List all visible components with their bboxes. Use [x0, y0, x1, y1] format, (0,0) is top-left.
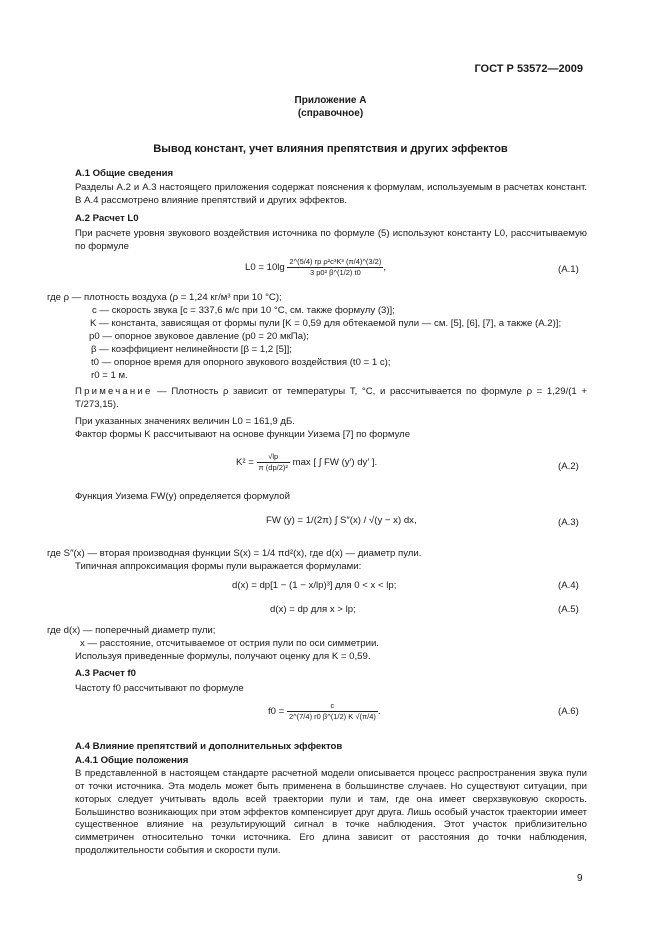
def-rho: где ρ — плотность воздуха (ρ = 1,24 кг/м³ при 10 °С); — [47, 292, 282, 303]
eq2-fraction — [257, 452, 290, 473]
equation-a1: L0 = 10lg $\frac{\text{2\textasciicircum{}(5/4) rp ρ²c³K³ (π/4)\textasciicircum{}(3/2)}}{\text{3 p0² β\textasciicircum{}(1/2) t0}}$ , — [245, 257, 387, 277]
def-c: c — скорость звука [c = 337,6 м/с при 10 °С, см. также формулу (3)]; — [92, 305, 395, 316]
eq5-number: (А.5) — [558, 604, 579, 615]
def-beta: β — коэффициент нелинейности [β = 1,2 [5]]; — [91, 344, 292, 355]
def-r0: r0 = 1 м. — [91, 370, 128, 381]
heading-a2: А.2 Расчет L0 — [75, 213, 139, 224]
text-form-factor: Фактор формы K рассчитывают на основе функции Уизема [7] по формуле — [75, 429, 411, 440]
equation-a4: d(x) = dp[1 − (1 − x/lp)³] для 0 < x < lp; — [232, 580, 397, 591]
def-d: где d(x) — поперечный диаметр пули; — [47, 625, 216, 636]
eq6-numerator: c — [287, 701, 378, 712]
heading-a3: А.3 Расчет f0 — [75, 668, 136, 679]
eq2-number: (А.2) — [558, 461, 579, 472]
text-given-values: При указанных значениях величин L0 = 161,9 дБ. — [75, 416, 295, 427]
eq1-fraction — [287, 257, 383, 278]
equation-a3: FW (y) = 1/(2π) ∫ S″(x) / √(y − x) dx, — [266, 515, 417, 526]
text-a1: Разделы А.2 и А.3 настоящего приложения содержат пояснения к формулам, используемым в расчетах констант. В А.4 рассмотрено влияние препятствий и других эффектов. — [75, 182, 587, 206]
appendix-subtitle: (справочное) — [297, 108, 364, 119]
eq2-rest: max [ ∫ FW (y′) dy′ ] — [292, 456, 375, 468]
text-a2-intro: При расчете уровня звукового воздействия источника по формуле (5) используют константу L0, рассчитываемую по формуле — [75, 228, 587, 252]
eq6-number: (А.6) — [558, 706, 579, 717]
def-s2: где S″(x) — вторая производная функции S(x) = 1/4 πd²(x), где d(x) — диаметр пули. — [47, 548, 422, 559]
eq1-lhs: L0 = 10lg — [245, 261, 285, 273]
heading-a41: А.4.1 Общие положения — [75, 755, 189, 766]
note-text: — Плотность ρ зависит от температуры T, °С, и рассчитывается по формуле ρ = 1,29/(1 + T/273,15). — [75, 386, 588, 410]
eq6-fraction — [287, 701, 378, 722]
eq1-denominator: 3 p0² β^(1/2) t0 — [309, 267, 361, 277]
equation-a6: f0 = $\frac{c}{2\^{}(7/4) r0 \beta\^{}(1/2) K √(\pi/4)}$ . — [268, 701, 381, 721]
eq6-lhs: f0 = — [268, 705, 285, 717]
heading-a4: А.4 Влияние препятствий и дополнительных эффектов — [75, 741, 343, 752]
def-p0: p0 — опорное звуковое давление (p0 = 20 мкПа); — [89, 331, 309, 342]
eq1-numerator: 2^(5/4) rp ρ²c³K³ (π/4)^(3/2) — [289, 257, 382, 266]
eq3-number: (А.3) — [558, 517, 579, 528]
heading-a1: А.1 Общие сведения — [75, 168, 174, 179]
equation-a2: K² = $\frac{√lp}{\text{π (dp/2)²}}$ max [ ∫ FW (y′) dy′ ]. — [236, 452, 378, 472]
eq6-denominator: 2^(7/4) r0 β^(1/2) K √(π/4) — [288, 711, 376, 721]
equation-a5: d(x) = dp для x > lp; — [270, 604, 356, 615]
def-t0: t0 — опорное время для опорного звукового воздействия (t0 = 1 с); — [91, 357, 391, 368]
eq2-denominator: π (dp/2)² — [258, 462, 288, 472]
text-approx: Типичная аппроксимация формы пули выражается формулами: — [75, 561, 362, 572]
eq2-lhs: K² = — [236, 456, 254, 468]
eq4-number: (А.4) — [558, 580, 579, 591]
def-x: x — расстояние, отсчитываемое от острия пули по оси симметрии. — [80, 638, 379, 649]
note-label: Примечание — [75, 386, 153, 397]
standard-header: ГОСТ Р 53572—2009 — [474, 63, 583, 75]
text-whitham-intro: Функция Уизема FW(y) определяется формулой — [75, 491, 290, 502]
eq1-number: (А.1) — [558, 264, 579, 275]
text-a3-intro: Частоту f0 рассчитывают по формуле — [75, 683, 244, 694]
text-k-estimate: Используя приведенные формулы, получают оценку для K = 0,59. — [75, 651, 371, 662]
main-title: Вывод констант, учет влияния препятствия и других эффектов — [153, 143, 508, 155]
def-k: K — константа, зависящая от формы пули [K = 0,59 для обтекаемой пули — см. [5], [6], [7], а также (А.2)]; — [90, 318, 562, 329]
eq2-numerator: √lp — [257, 452, 290, 463]
appendix-title: Приложение А — [294, 95, 367, 106]
note-block — [75, 386, 587, 412]
page-number: 9 — [577, 873, 583, 884]
text-a41: В представленной в настоящем стандарте расчетной модели описывается процесс распространения звука пули от точки источника. Эта модель может быть применена в большинстве случаев. Но существуют ситуации, при которых следует учитывать вдоль всей траектории пули и там, где она имеет сверхзвуковую скорость. Большинство возникающих при этом эффектов компенсирует друг друга. Лишь особый участок траектории имеет существенное влияние на результирующий сигнал в точке наблюдения. Этот участок приблизительно симметричен относительно точки источника. Его длина зависит от расстояния до точки наблюдения, продолжительности события и скорости пули. — [75, 768, 587, 857]
